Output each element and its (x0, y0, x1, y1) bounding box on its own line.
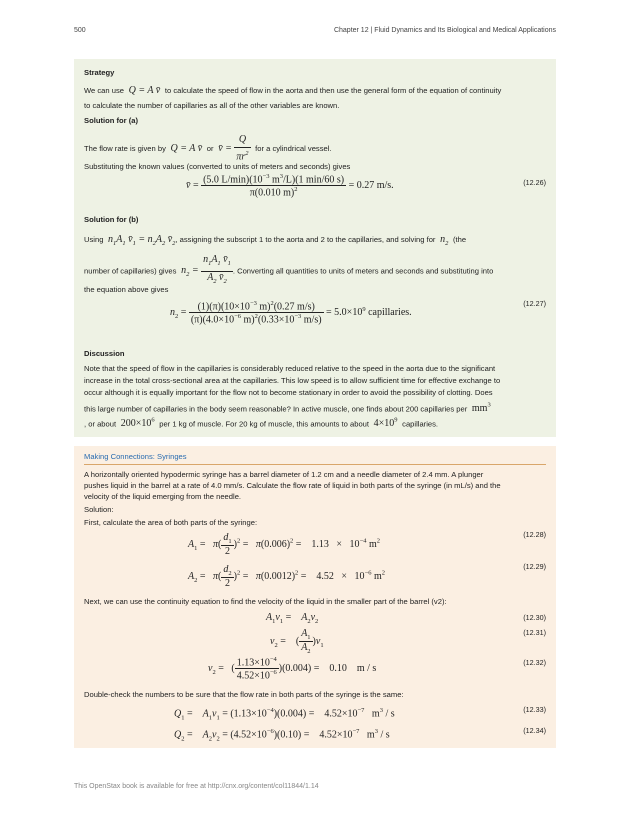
discussion-line-1: Note that the speed of flow in the capillaries is considerably reduced relative to the speed in the aorta due to the significant (84, 364, 496, 373)
solution-b-line-1 (84, 234, 546, 251)
flow-text-a: The flow rate is given by (84, 143, 166, 153)
strategy-line-1 (84, 85, 546, 98)
formula-n2-solved: $n_2$ = $\frac{n_1A_1 v̄_1}{A_2 v̄_2}$ (178, 254, 231, 285)
solution-b-line-3: the equation above gives (84, 285, 169, 294)
eq-number-12-27: (12.27) (523, 299, 546, 308)
flow-rate-line (84, 134, 546, 163)
equation-12-26: v̄ = $\frac{(5.0 L/\min)(10^{-3} m^3/L)(1 \min/60 s)}{\pi(0.010 m)^2}$ = 0.27 m/s. (186, 173, 394, 199)
discussion-text-5a: , or about (84, 419, 117, 429)
discussion-text-5b: per 1 kg of muscle. For 20 kg of muscle, this amounts to about (159, 419, 370, 429)
formula-q: Q = A v̄ (168, 142, 205, 154)
substitution-line: Substituting the known values (converted to units of meters and seconds) gives (84, 162, 351, 171)
chapter-title: Chapter 12 | Fluid Dynamics and Its Biological and Medical Applications (333, 27, 556, 34)
footer-attribution: This OpenStax book is available for free at http://cnx.org/content/col11844/1.14 (74, 783, 319, 790)
making-connections-box (74, 446, 556, 748)
discussion-line-2: increase in the total cross-sectional area at the capillaries. This low speed is to allow sufficient time for effective exchange to (84, 376, 501, 385)
discussion-line-3: occur although it is equally important for the flow not to become stationary in order to avoid the possibility of clotting. Does (84, 388, 493, 397)
problem-line-1: A horizontally oriented hypodermic syringe has a barrel diameter of 1.2 cm and a needle diameter of 2.4 mm. A plunger (84, 470, 484, 479)
solution-a-heading: Solution for (a) (84, 116, 138, 125)
check-text: Double-check the numbers to be sure that the flow rate in both parts of the syringe is the same: (84, 690, 404, 699)
eq-number-12-31: (12.31) (523, 628, 546, 637)
using-text: Using (84, 235, 104, 244)
equation-12-34: $Q_2$ = $A_2v_2 = (4.52\times 10^{-6})(0.10)$ = $4.52\times 10^{-7}$ $m^3$ / s (174, 728, 390, 743)
solution-label: Solution: (84, 505, 114, 514)
solution-b-text-1b: (the (452, 235, 467, 244)
eq-number-12-28: (12.28) (523, 530, 546, 539)
solution-b-heading: Solution for (b) (84, 215, 139, 224)
equation-12-27: $n_2$ = $\frac{(1)(\pi)(10\times 10^{-3} m)^2(0.27 m/s)}{(\pi)(4.0\times 10^{-6} m)^2(0.33\times 10^{-3} m/s)}$ = $5.0\times 10^9$ capillaries. (170, 300, 412, 326)
eq-number-12-26: (12.26) (523, 178, 546, 187)
flow-text-b: for a cylindrical vessel. (255, 143, 332, 153)
discussion-line-4 (84, 400, 546, 416)
equation-12-31: $v_2$ = ( $\frac{A_1}{A_2}$ )$v_1$ (270, 628, 324, 655)
next-step-text: Next, we can use the continuity equation to find the velocity of the liquid in the smaller part of the barrel (v2): (84, 597, 447, 606)
eq-number-12-30: (12.30) (523, 613, 546, 622)
eq-number-12-29: (12.29) (523, 562, 546, 571)
page-number: 500 (74, 27, 86, 34)
discussion-text-4: this large number of capillaries in the body seem reasonable? In active muscle, one finds about 200 capillaries per (84, 404, 468, 414)
formula-mm3: $mm^3$ (469, 402, 491, 415)
problem-line-2: pushes liquid in the barrel at a rate of 4.0 mm/s. Calculate the flow rate of liquid in both parts of the syringe (in mL/s) and the (84, 481, 501, 490)
discussion-line-5 (84, 415, 546, 431)
formula-q-av: Q = A v̄ (126, 85, 163, 96)
flow-text-or: or (206, 143, 214, 153)
equation-12-32: $v_2$ = ( $\frac{1.13\times 10^{-4}}{4.52\times 10^{-6}}$ )(0.004) = 0.10 m / s (208, 656, 377, 682)
formula-200e6: $200\times 10^6$ (118, 417, 155, 430)
discussion-heading: Discussion (84, 349, 125, 358)
formula-continuity: $n_1A_1$ $v̄_1 = n_2A_2$ $v̄_2$ (105, 234, 176, 247)
equation-12-33: $Q_1$ = $A_1v_1 = (1.13\times 10^{-4})(0.004)$ = $4.52\times 10^{-7}$ $m^3$ / s (174, 707, 395, 722)
example-box (74, 59, 556, 437)
strategy-text-b: to calculate the speed of flow in the aorta and then use the general form of the equation of continuity (164, 86, 502, 95)
discussion-text-5c: capillaries. (402, 419, 439, 429)
solution-b-text-2a: number of capillaries) gives (84, 266, 177, 276)
eq-number-12-32: (12.32) (523, 658, 546, 667)
first-step-text: First, calculate the area of both parts of the syringe: (84, 518, 258, 527)
solution-b-text-2b: . Converting all quantities to units of meters and seconds and substituting into (232, 266, 494, 276)
strategy-line-2: to calculate the number of capillaries as all of the other variables are known. (84, 101, 340, 110)
eq-number-12-33: (12.33) (523, 705, 546, 714)
formula-v: v̄ = $\frac{Q}{\pi r^2}$ (215, 134, 249, 162)
eq-number-12-34: (12.34) (523, 726, 546, 735)
strategy-heading: Strategy (84, 68, 115, 77)
strategy-text-a: We can use (84, 86, 124, 95)
problem-line-3: velocity of the liquid emerging from the needle. (84, 492, 242, 501)
formula-n2: $n_2$ (437, 234, 449, 247)
solution-b-line-2 (84, 254, 546, 288)
connections-title: Making Connections: Syringes (84, 452, 546, 465)
equation-12-29: $A_2 = \pi$( $\frac{d_2}{2}$ )$^2 = \pi(0.0012)^2$ = $4.52 \times 10^{-6}$ $m^2$ (188, 564, 386, 589)
equation-12-30: $A_1v_1$ = $A_2v_2$ (266, 612, 319, 625)
equation-12-28: $A_1 = \pi$( $\frac{d_1}{2}$ )$^2 = \pi(0.006)^2$ = $1.13 \times 10^{-4}$ $m^2$ (188, 532, 381, 557)
solution-b-text-1: , assigning the subscript 1 to the aorta and 2 to the capillaries, and solving for (175, 235, 436, 244)
formula-4e9: $4\times 10^9$ (371, 417, 398, 430)
